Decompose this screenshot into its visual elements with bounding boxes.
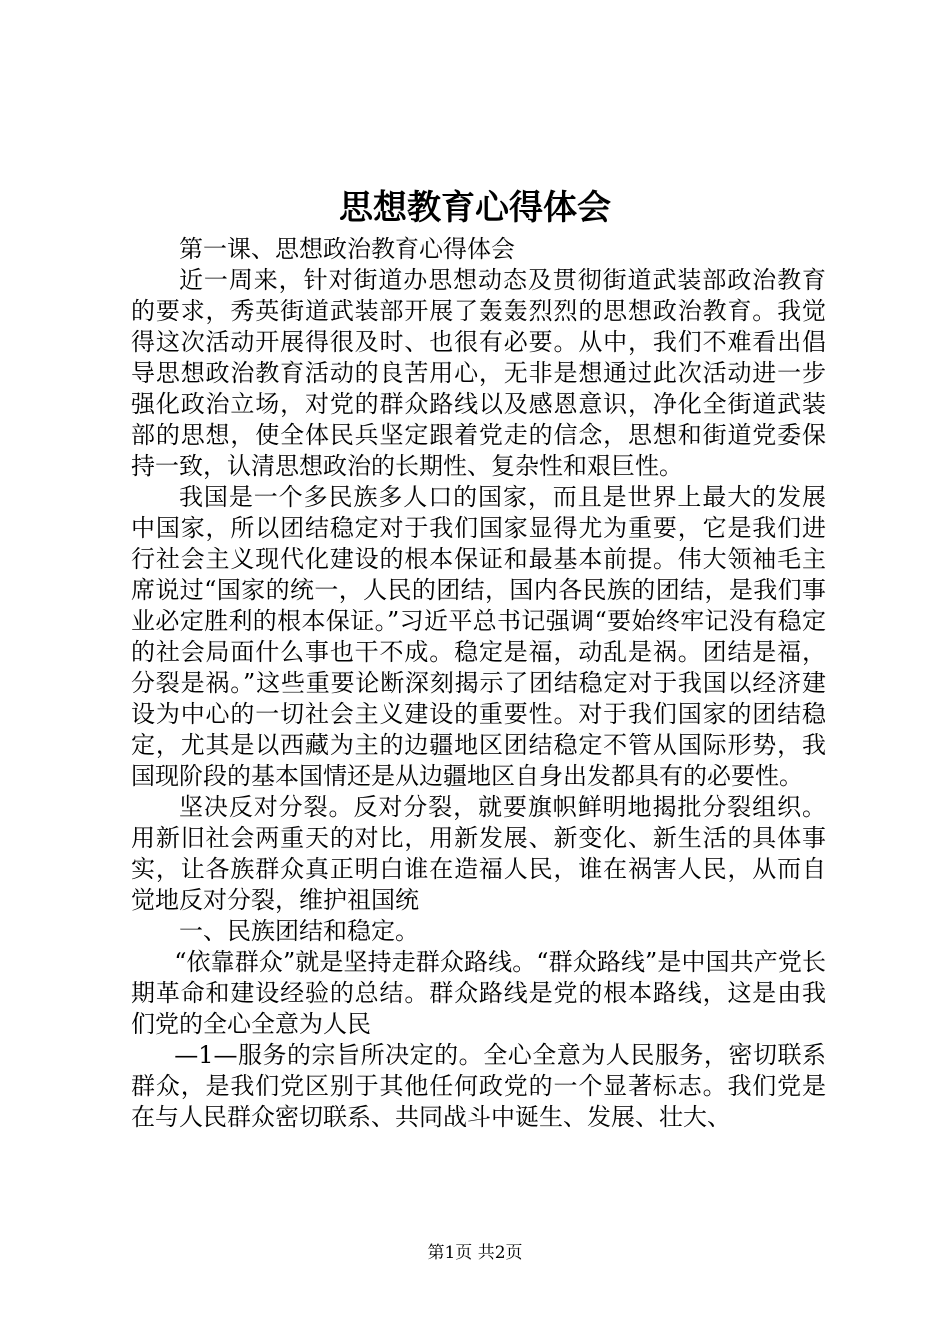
paragraph: 近一周来，针对街道办思想动态及贯彻街道武装部政治教育的要求，秀英街道武装部开展了轰轰烈烈的思想政治教育。我觉得这次活动开展得很及时、也很有必要。从中，我们不难看出倡导思想政治教育活动的良苦用心，无非是想通过此次活动进一步强化政治立场，对党的群众路线以及感恩意识，净化全街道武装部的思想，使全体民兵坚定跟着党走的信念，思想和街道党委保持一致，认清思想政治的长期性、复杂性和艰巨性。 — [131, 266, 826, 480]
paragraph: —1—服务的宗旨所决定的。全心全意为人民服务，密切联系群众，是我们党区别于其他任何政党的一个显著标志。我们党是在与人民群众密切联系、共同战斗中诞生、发展、壮大、 — [131, 1041, 826, 1131]
document-body — [131, 234, 826, 1133]
paragraph: “依靠群众”就是坚持走群众路线。“群众路线”是中国共产党长期革命和建设经验的总结。群众路线是党的根本路线，这是由我们党的全心全意为人民 — [131, 948, 826, 1038]
page-footer: 第1页 共2页 — [427, 1243, 523, 1263]
section-heading: 一、民族团结和稳定。 — [179, 917, 419, 945]
page-title: 思想教育心得体会 — [339, 188, 611, 228]
paragraph: 坚决反对分裂。反对分裂，就要旗帜鲜明地揭批分裂组织。用新旧社会两重天的对比，用新发展、新变化、新生活的具体事实，让各族群众真正明白谁在造福人民，谁在祸害人民，从而自觉地反对分裂，维护祖国统 — [131, 793, 826, 914]
paragraph: 我国是一个多民族多人口的国家，而且是世界上最大的发展中国家，所以团结稳定对于我们国家显得尤为重要，它是我们进行社会主义现代化建设的根本保证和最基本前提。伟大领袖毛主席说过“国家的统一，人民的团结，国内各民族的团结，是我们事业必定胜利的根本保证。”习近平总书记强调“要始终牢记没有稳定的社会局面什么事也干不成。稳定是福，动乱是祸。团结是福，分裂是祸。”这些重要论断深刻揭示了团结稳定对于我国以经济建设为中心的一切社会主义建设的重要性。对于我们国家的团结稳定，尤其是以西藏为主的边疆地区团结稳定不管从国际形势，我国现阶段的基本国情还是从边疆地区自身出发都具有的必要性。 — [131, 483, 826, 790]
section-heading: 第一课、思想政治教育心得体会 — [179, 235, 515, 263]
